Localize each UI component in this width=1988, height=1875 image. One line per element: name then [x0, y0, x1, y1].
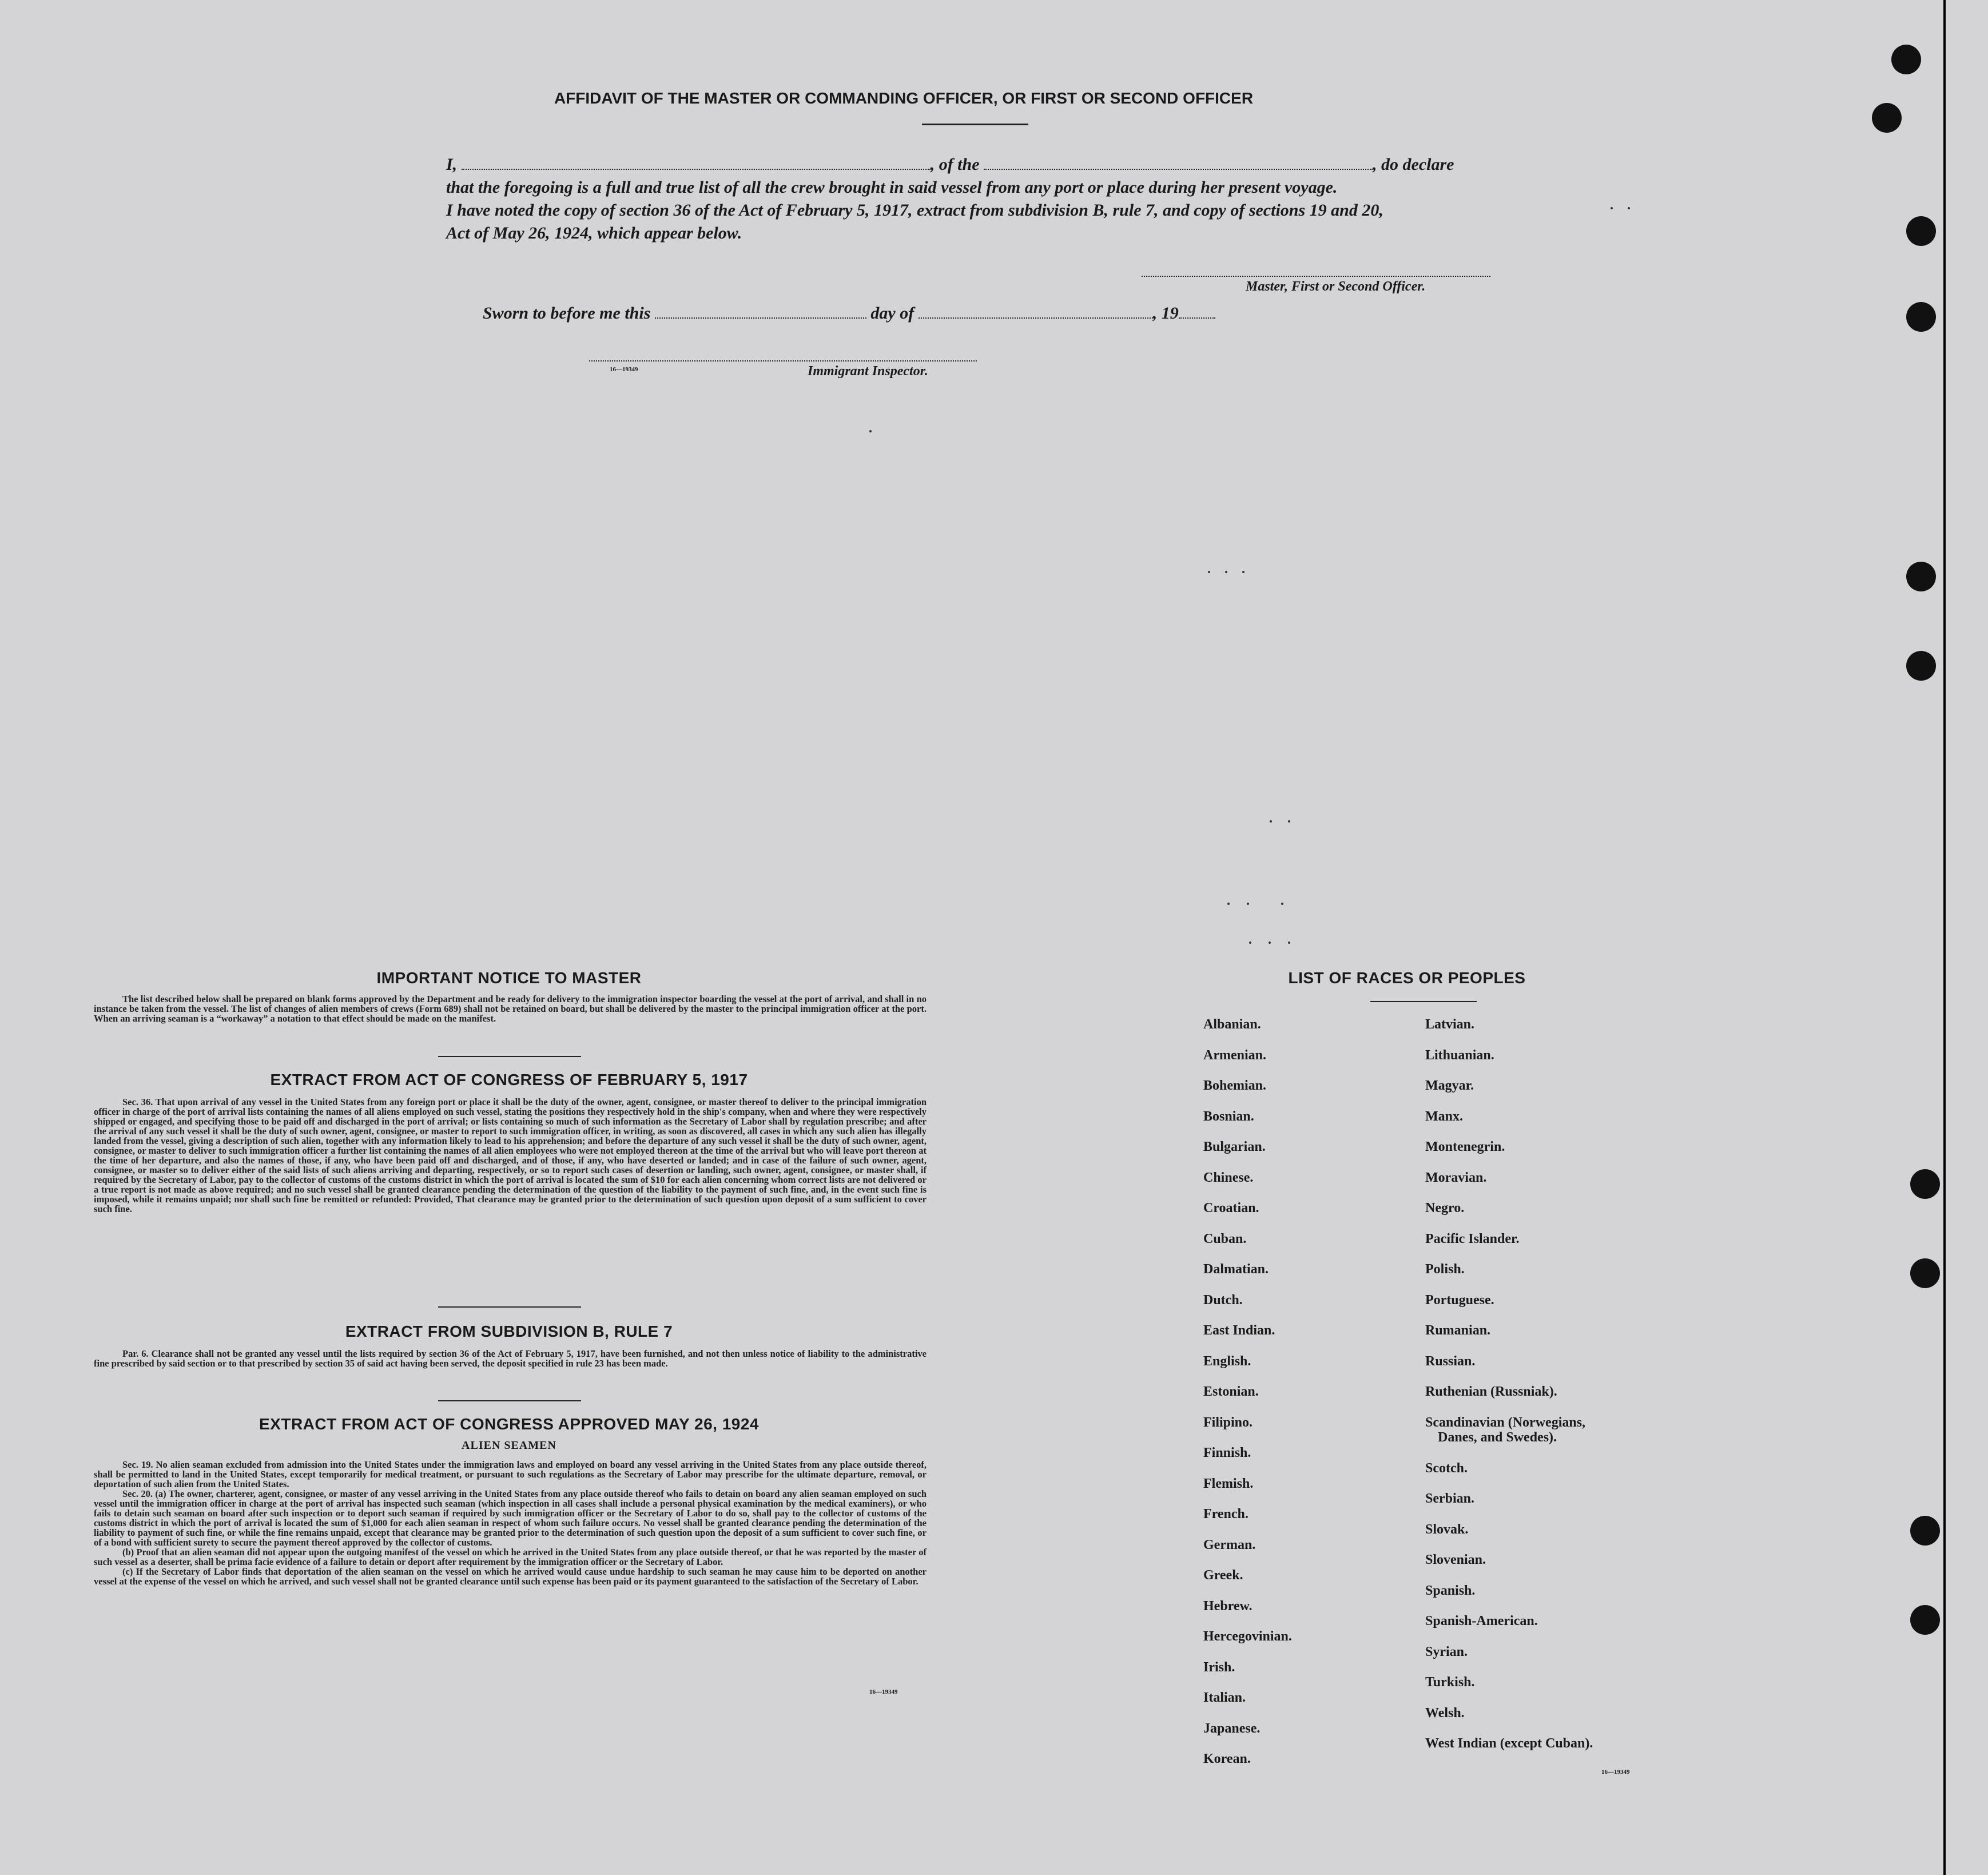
race-item: Irish. [1203, 1659, 1235, 1675]
sworn-day-field[interactable] [655, 303, 866, 319]
day-of-label: day of [870, 304, 915, 323]
race-item: Greek. [1203, 1568, 1243, 1583]
race-item: Polish. [1425, 1262, 1465, 1277]
race-item: Hercegovinian. [1203, 1629, 1292, 1644]
binder-hole [1872, 103, 1902, 133]
vessel-field[interactable] [984, 154, 1373, 170]
subdivision-b-text: Par. 6. Clearance shall not be granted any vessel until the lists required by section 36 of the Act of February 5, 1917, have been furnished, and not then unless notice of liability to the administrative fine prescribed by said section or to that prescribed by section 35 of said act having been served, the deposit specified in rule 23 has been made. [94, 1348, 927, 1369]
form-number: 16—19349 [610, 366, 638, 373]
binder-hole [1910, 1516, 1940, 1546]
race-item: Bohemian. [1203, 1078, 1267, 1093]
race-item: Croatian. [1203, 1201, 1259, 1215]
race-item: Cuban. [1203, 1231, 1247, 1246]
section-rule [438, 1400, 581, 1401]
sec-20a-text: Sec. 20. (a) The owner, charterer, agent, consignee, or master of any vessel arriving in the United States from any place outside thereof who fails to detain on board any alien seaman employed on such vessel until the immigration officer in charge at the port of arrival has inspected such seaman (which inspection in all cases shall include a personal physical examination by the medical examiners), or who fails to detain such seaman on board after such inspection or to deport such seaman if required by such immigration officer or the Secretary of Labor to do so, shall pay to the collector of customs of the customs district in which the port of arrival is located the sum of $1,000 for each alien seaman in respect of whom such failure occurs. No vessel shall be granted clearance pending the determination of the liability to payment of such fine, or while the fine remains unpaid, except that clearance may be granted prior to the determination of such question upon the deposit of a sum sufficient to cover such fine, or of a bond with sufficient surety to secure the payment thereof approved by the collector of customs. [94, 1488, 927, 1548]
race-item: Flemish. [1203, 1476, 1254, 1491]
race-item: Filipino. [1203, 1415, 1253, 1430]
extract-1924-title: EXTRACT FROM ACT OF CONGRESS APPROVED MAY 26, 1924 [259, 1415, 759, 1433]
binder-hole [1891, 45, 1921, 74]
race-item: Negro. [1425, 1201, 1465, 1215]
race-item: French. [1203, 1507, 1249, 1522]
race-item: Italian. [1203, 1690, 1246, 1705]
race-item: Spanish-American. [1425, 1614, 1538, 1628]
race-item: Magyar. [1425, 1078, 1474, 1093]
race-item: Lithuanian. [1425, 1047, 1494, 1063]
binder-hole [1906, 302, 1936, 332]
race-item: Portuguese. [1425, 1292, 1494, 1308]
extract-1924-body [94, 1460, 927, 1586]
races-title-rule [1370, 1001, 1477, 1002]
i-label: I, [446, 155, 458, 174]
race-item: Slovak. [1425, 1522, 1469, 1537]
section-rule [438, 1306, 581, 1308]
binder-hole [1910, 1605, 1940, 1635]
speck [1227, 903, 1230, 905]
affidavit-line-2: that the foregoing is a full and true list of all the crew brought in said vessel from any port or place during her present voyage. [446, 178, 1338, 197]
race-item: Russian. [1425, 1353, 1476, 1369]
race-item: German. [1203, 1537, 1256, 1552]
speck [1242, 571, 1245, 573]
race-item: Ruthenian (Russniak). [1425, 1384, 1557, 1399]
race-item: Pacific Islander. [1425, 1231, 1520, 1246]
inspector-label: Immigrant Inspector. [808, 364, 928, 379]
speck [1225, 571, 1227, 573]
race-item: Danes, and Swedes). [1438, 1429, 1557, 1445]
binder-hole [1910, 1258, 1940, 1288]
race-item: Welsh. [1425, 1705, 1465, 1721]
master-signature-label: Master, First or Second Officer. [1246, 279, 1426, 294]
of-the-label: , of the [930, 155, 980, 174]
do-declare-label: , do declare [1373, 155, 1454, 174]
alien-seamen-subtitle: ALIEN SEAMEN [462, 1439, 556, 1452]
speck [1288, 942, 1290, 944]
extract-1917-text: Sec. 36. That upon arrival of any vessel in the United States from any foreign port or place it shall be the duty of the owner, agent, consignee, or master thereof to deliver to the principal immigration officer in charge of the port of arrival lists containing the names of all aliens employed on such vessel, stating the positions they respectively hold in the ship's company, when and where they were respectively shipped or engaged, and specifying those to be paid off and discharged in the port of arrival; or lists containing so much of such information as the Secretary of Labor shall by regulation prescribe; and after the arrival of any such vessel it shall be the duty of such owner, agent, consignee, or master to report to such immigration officer, in writing, as soon as discovered, all cases in which any such alien has illegally landed from the vessel, giving a description of such alien, together with any information likely to lead to his apprehension; and before the departure of any such vessel it shall be the duty of such owner, agent, consignee, or master to deliver to such immigration officer a further list containing the names of all alien employees who were not employed thereon at the time of the arrival but who will leave port thereon at the time of her departure, and also the names of those, if any, who have been paid off and discharged, and of those, if any, who have deserted or landed; and in case of the failure of such owner, agent, consignee, or master so to deliver either of the said lists of such aliens arriving and departing, respectively, or so to report such cases of desertion or landing, such owner, agent, consignee, or master shall, if required by the Secretary of Labor, pay to the collector of customs of the customs district in which the port of arrival is located the sum of $10 for each alien concerning whom correct lists are not delivered or a true report is not made as above required; and no such vessel shall be granted clearance pending the determination of the question of the liability to the payment of such fine, and, in the event such fine is imposed, while it remains unpaid; nor shall such fine be remitted or refunded: Provided, That clearance may be granted prior to the determination of such question upon deposit of a sum sufficient to cover such fine. [94, 1097, 927, 1214]
race-item: Turkish. [1425, 1675, 1475, 1690]
sworn-line [483, 302, 1283, 325]
race-item: Slovenian. [1425, 1552, 1486, 1567]
speck [1249, 942, 1251, 944]
race-item: Latvian. [1425, 1017, 1475, 1032]
race-item: Bosnian. [1203, 1109, 1254, 1124]
races-column-2 [1425, 1017, 1654, 1767]
speck [1628, 207, 1630, 209]
race-item: Dutch. [1203, 1292, 1243, 1308]
race-item: West Indian (except Cuban). [1425, 1736, 1593, 1751]
race-item: Hebrew. [1203, 1598, 1253, 1614]
sec-19-text: Sec. 19. No alien seaman excluded from admission into the United States under the immigration laws and employed on board any vessel arriving in the United States from any place outside thereof, shall be permitted to land in the United States, except temporarily for medical treatment, or pursuant to such regulations as the Secretary of Labor may prescribe for the ultimate departure, removal, or deportation of such alien from the United States. [94, 1459, 927, 1489]
inspector-signature-line[interactable] [589, 360, 977, 362]
affidavit-title: AFFIDAVIT OF THE MASTER OR COMMANDING OFFICER, OR FIRST OR SECOND OFFICER [554, 89, 1254, 107]
section-rule [438, 1056, 581, 1057]
speck [869, 430, 872, 432]
race-item: Syrian. [1425, 1644, 1468, 1659]
form-number: 16—19349 [869, 1689, 898, 1695]
form-number: 16—19349 [1601, 1769, 1630, 1775]
race-item: East Indian. [1203, 1323, 1275, 1338]
race-item: Scandinavian (Norwegians, [1425, 1415, 1586, 1430]
race-item: Serbian. [1425, 1491, 1475, 1506]
title-rule [922, 124, 1028, 125]
sec-20b-text: (b) Proof that an alien seaman did not appear upon the outgoing manifest of the vessel on which he arrived in the United States from any place outside thereof, or that he was reported by the master of such vessel as a deserter, shall be prima facie evidence of a failure to detain or deport after requirement by the immigration officer or the Secretary of Labor. [94, 1547, 927, 1567]
race-item: Montenegrin. [1425, 1139, 1505, 1154]
master-signature-line[interactable] [1142, 276, 1490, 277]
speck [1281, 903, 1283, 905]
race-item: Moravian. [1425, 1170, 1487, 1185]
notice-title: IMPORTANT NOTICE TO MASTER [376, 969, 642, 987]
race-item: Finnish. [1203, 1445, 1251, 1460]
affidavit-line-3: I have noted the copy of section 36 of the Act of February 5, 1917, extract from subdivision B, rule 7, and copy of sections 19 and 20, [446, 201, 1383, 220]
sworn-month-field[interactable] [919, 303, 1153, 319]
speck [1269, 942, 1271, 944]
race-item: Manx. [1425, 1109, 1463, 1124]
speck [1611, 207, 1613, 209]
extract-1917-title: EXTRACT FROM ACT OF CONGRESS OF FEBRUARY 5, 1917 [270, 1071, 748, 1089]
race-item: Armenian. [1203, 1047, 1266, 1063]
sec-20c-text: (c) If the Secretary of Labor finds that deportation of the alien seaman on the vessel on which he arrived would cause undue hardship to such seaman he may cause him to be deported on another vessel at the expense of the vessel on which he arrived, and such vessel shall not be granted clearance until such expense has been paid or its payment guaranteed to the satisfaction of the Secretary of Labor. [94, 1566, 927, 1587]
race-item: Rumanian. [1425, 1323, 1491, 1338]
races-title: LIST OF RACES OR PEOPLES [1288, 969, 1526, 987]
race-item: Albanian. [1203, 1017, 1261, 1032]
race-item: Dalmatian. [1203, 1262, 1269, 1277]
sworn-year-field[interactable] [1179, 303, 1215, 319]
race-item: Chinese. [1203, 1170, 1254, 1185]
scan-edge-right [1943, 0, 1946, 1875]
race-item: Korean. [1203, 1751, 1251, 1766]
binder-hole [1906, 651, 1936, 681]
binder-hole [1906, 562, 1936, 591]
notice-text: The list described below shall be prepared on blank forms approved by the Department and be ready for delivery to the immigration inspector boarding the vessel at the port of arrival, and shall in no instance be taken from the vessel. The list of changes of alien members of crews (Form 689) shall not be retained on board, but shall be delivered by the master to the principal immigration officer at the port. When an arriving seaman is a “workaway” a notation to that effect should be made on the manifest. [94, 994, 927, 1024]
race-item: Spanish. [1425, 1583, 1476, 1598]
affidavit-line-1 [446, 153, 1521, 176]
sworn-label: Sworn to before me this [483, 304, 651, 323]
subdivision-b-title: EXTRACT FROM SUBDIVISION B, RULE 7 [345, 1322, 673, 1340]
name-field[interactable] [462, 154, 931, 170]
affidavit-line-4: Act of May 26, 1924, which appear below. [446, 224, 742, 243]
speck [1288, 820, 1290, 823]
race-item: Scotch. [1425, 1460, 1468, 1476]
affidavit-body [446, 153, 1521, 245]
race-item: Bulgarian. [1203, 1139, 1266, 1154]
race-item: Estonian. [1203, 1384, 1259, 1399]
binder-hole [1906, 216, 1936, 246]
speck [1270, 820, 1272, 823]
year-label: , 19 [1152, 304, 1179, 323]
race-item: English. [1203, 1353, 1251, 1369]
races-column-1 [1203, 1017, 1409, 1782]
binder-hole [1910, 1169, 1940, 1199]
speck [1247, 903, 1249, 905]
speck [1208, 571, 1210, 573]
race-item: Japanese. [1203, 1721, 1261, 1736]
